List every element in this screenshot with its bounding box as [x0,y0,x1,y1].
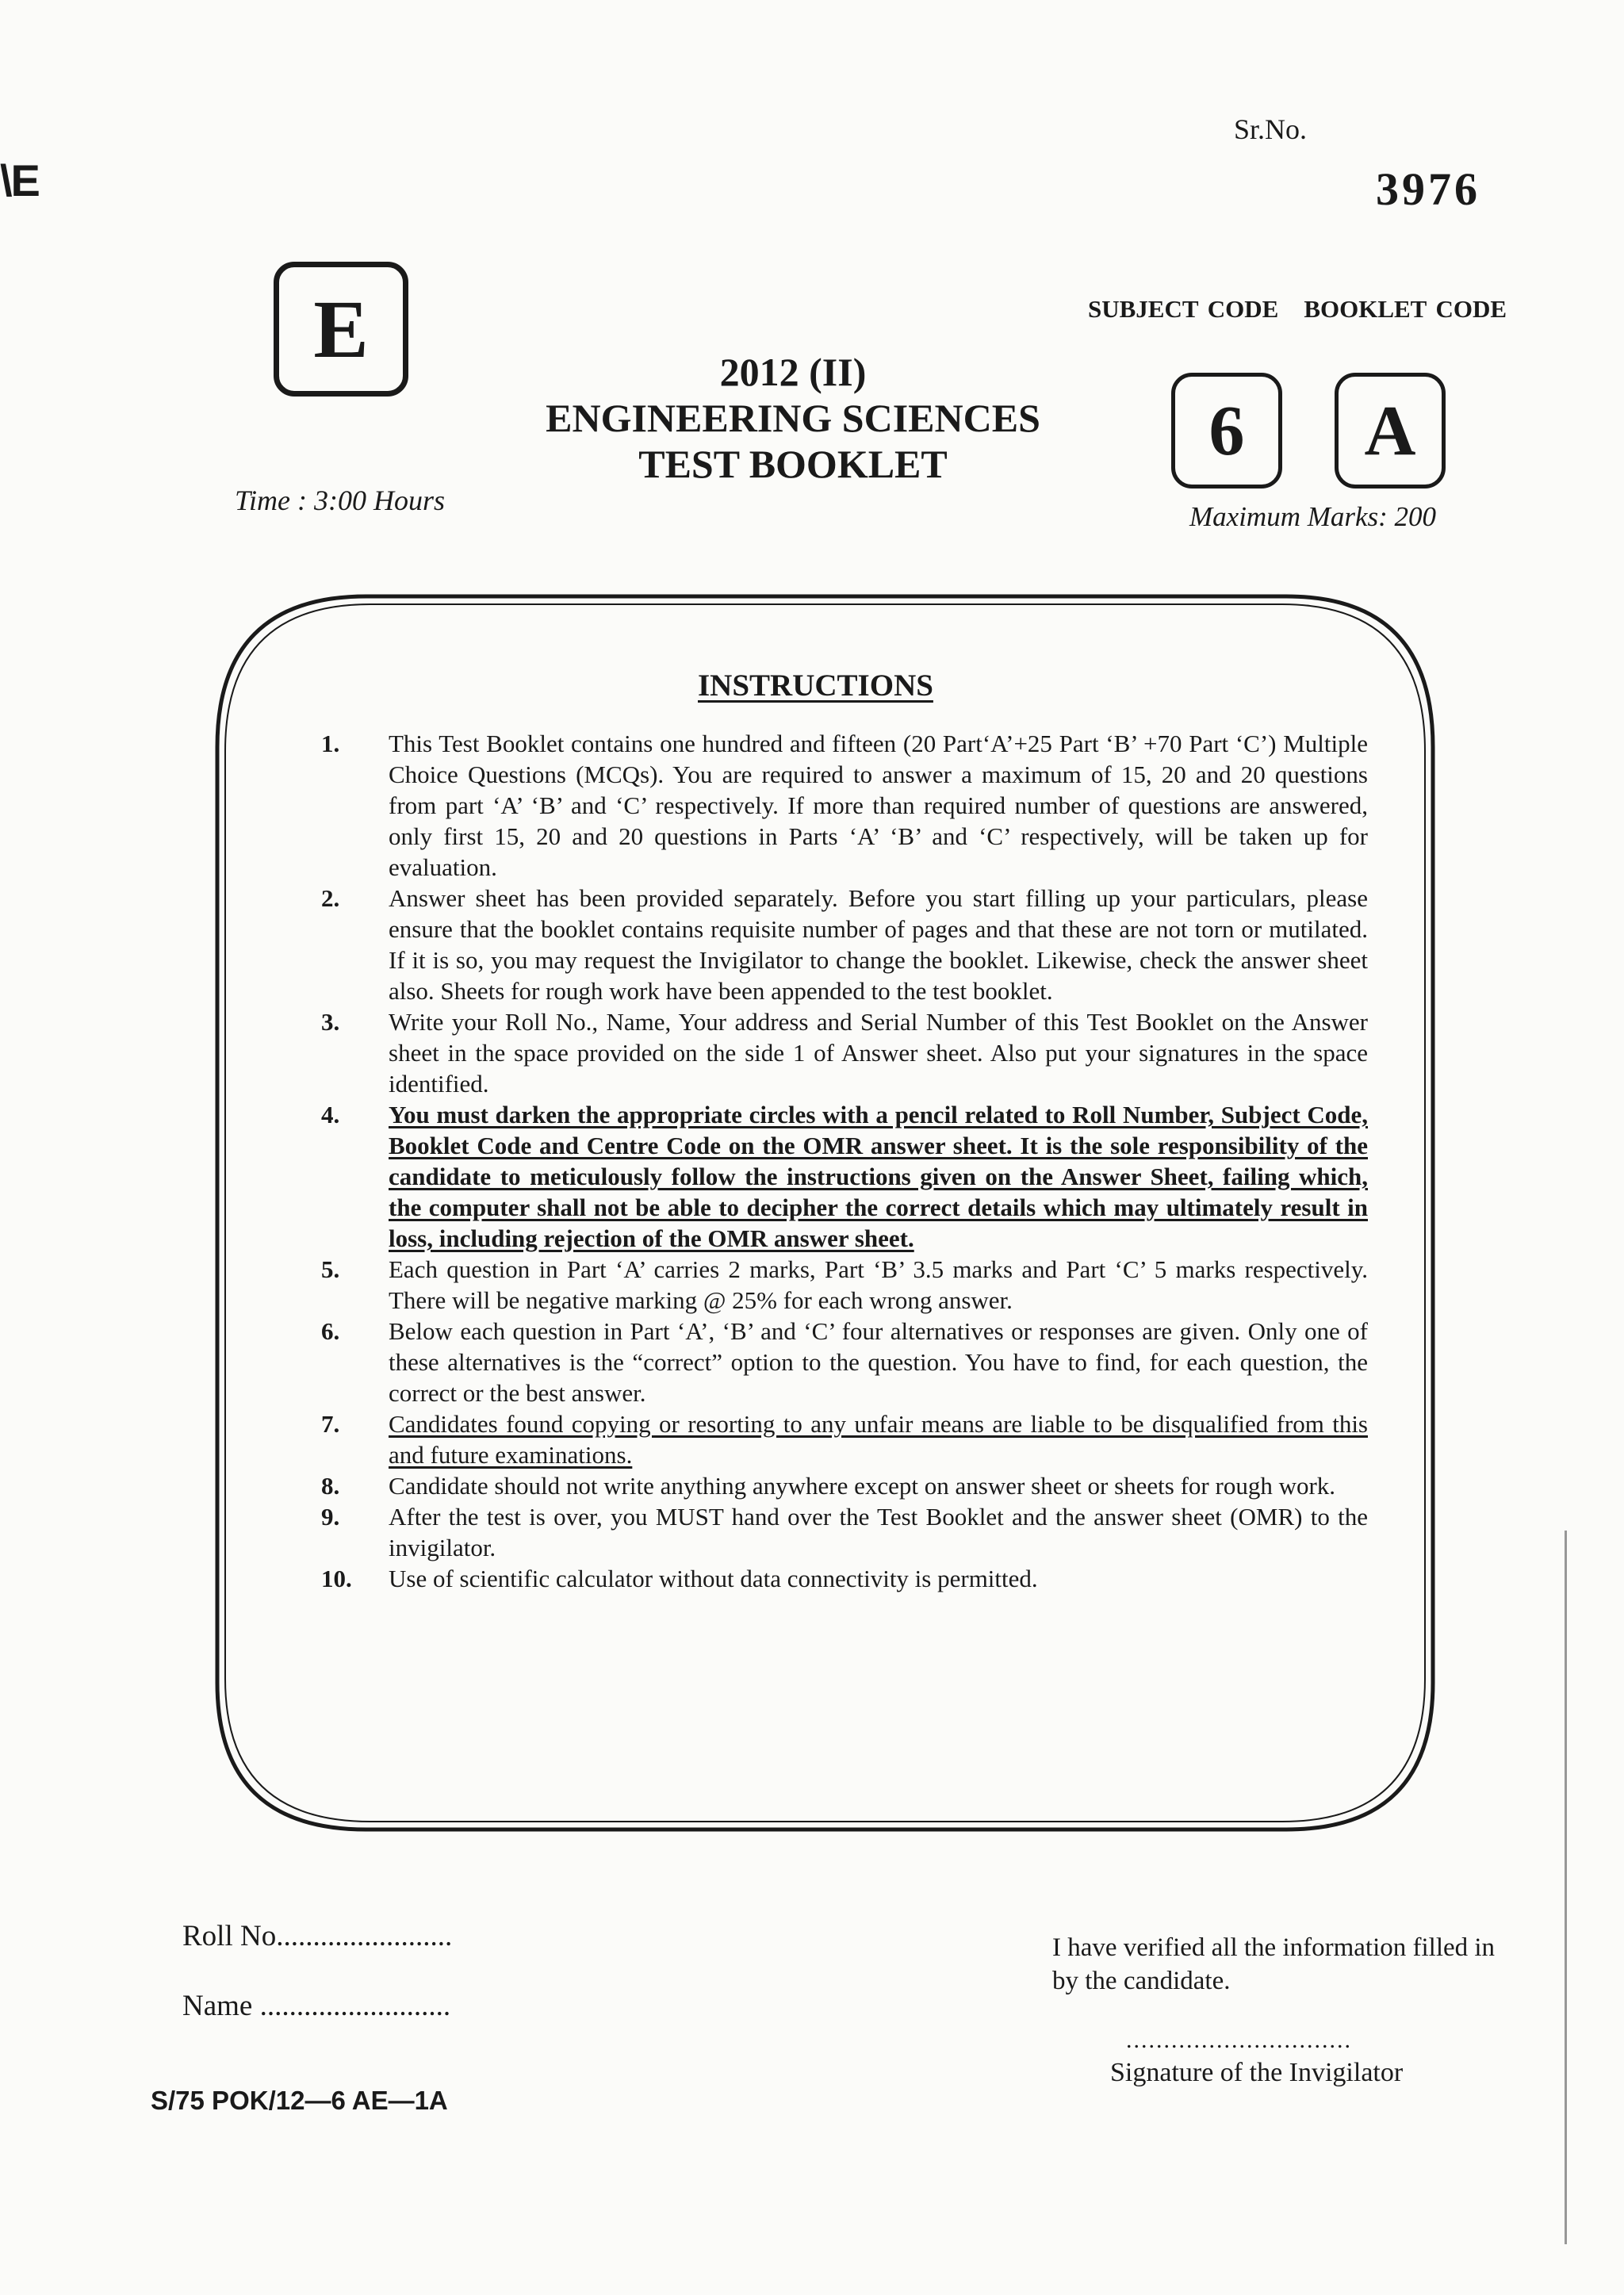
time-allowed: Time : 3:00 Hours [235,485,446,516]
exam-year: 2012 (II) [719,350,867,394]
instruction-item: 6. Below each question in Part ‘A’, ‘B’ and ‘C’ four alternatives or responses are given. Only one of these alternatives is the “correct” option to the question. You have to find, for each question, the correct or the best answer. [321,1317,1368,1407]
instruction-item: 9. After the test is over, you MUST hand over the Test Booklet and the answer sheet (OMR) to the invigilator. [321,1503,1368,1561]
serial-number-value: 3976 [1376,163,1480,215]
instruction-item: 1. This Test Booklet contains one hundred and fifteen (20 Part‘A’+25 Part ‘B’ +70 Part ‘C’) Multiple Choice Questions (MCQs). You are required to answer a maximum of 15, 20 and 20 questions from part ‘A’ ‘B’ and ‘C’ respectively. If more than required number of questions are answered, only first 15, 20 and 20 questions in Parts ‘A’ ‘B’ and ‘C’ respectively, will be taken up for evaluation. [321,730,1368,881]
subject-code-label: SUBJECT CODE [1088,295,1279,323]
edge-fragment-text: \E [0,155,39,205]
instruction-item: 5. Each question in Part ‘A’ carries 2 marks, Part ‘B’ 3.5 marks and Part ‘C’ 5 marks respectively. There will be negative marking @ 25% for each wrong answer. [321,1255,1368,1314]
instructions-title: INSTRUCTIONS [698,669,933,703]
exam-title-block [476,349,1110,487]
set-letter-box: E [274,262,408,397]
subject-code-box: 6 [1171,373,1282,489]
signature-label: Signature of the Invigilator [1110,2058,1404,2087]
serial-number-label: Sr.No. [1234,113,1308,145]
booklet-title: TEST BOOKLET [638,442,948,486]
page-edge-line [1565,1531,1567,2244]
booklet-code-box: A [1335,373,1446,489]
instruction-item-important: 4. You must darken the appropriate circles with a pencil related to Roll Number, Subject Code, Booklet Code and Centre Code on the OMR answer sheet. It is the sole responsibility of the candidate to meticulously follow the instructions given on the Answer Sheet, failing which, the computer shall not be able to decipher the correct details which may ultimately result in loss, including rejection of the OMR answer sheet. [321,1101,1368,1252]
signature-line: .............................. [1126,2027,1352,2053]
roll-number-field: Roll No........................ [182,1920,453,1952]
instruction-item-underlined: 7. Candidates found copying or resorting to any unfair means are liable to be disqualified from this and future examinations. [321,1410,1368,1469]
instructions-list [321,728,1368,1594]
instruction-item: 8. Candidate should not write anything anywhere except on answer sheet or sheets for rough work. [321,1472,1336,1500]
footer-code: S/75 POK/12—6 AE—1A [151,2086,448,2115]
instruction-item: 10. Use of scientific calculator without data connectivity is permitted. [321,1565,1038,1592]
maximum-marks: Maximum Marks: 200 [1189,501,1437,532]
code-labels [1088,295,1507,324]
verification-statement: I have verified all the information filled in by the candidate. [1052,1933,1496,1995]
instruction-item: 2. Answer sheet has been provided separately. Before you start filling up your particulars, please ensure that the booklet contains requisite number of pages and that these are not torn or mutilated. If it is so, you may request the Invigilator to change the booklet. Likewise, check the answer sheet also. Sheets for rough work have been appended to the test booklet. [321,884,1368,1005]
instruction-item: 3. Write your Roll No., Name, Your address and Serial Number of this Test Booklet on the Answer sheet in the space provided on the side 1 of Answer sheet. Also put your signatures in the space identified. [321,1008,1368,1098]
booklet-code-label: BOOKLET CODE [1304,295,1507,323]
exam-subject: ENGINEERING SCIENCES [546,396,1040,440]
name-field: Name .......................... [182,1990,451,2022]
